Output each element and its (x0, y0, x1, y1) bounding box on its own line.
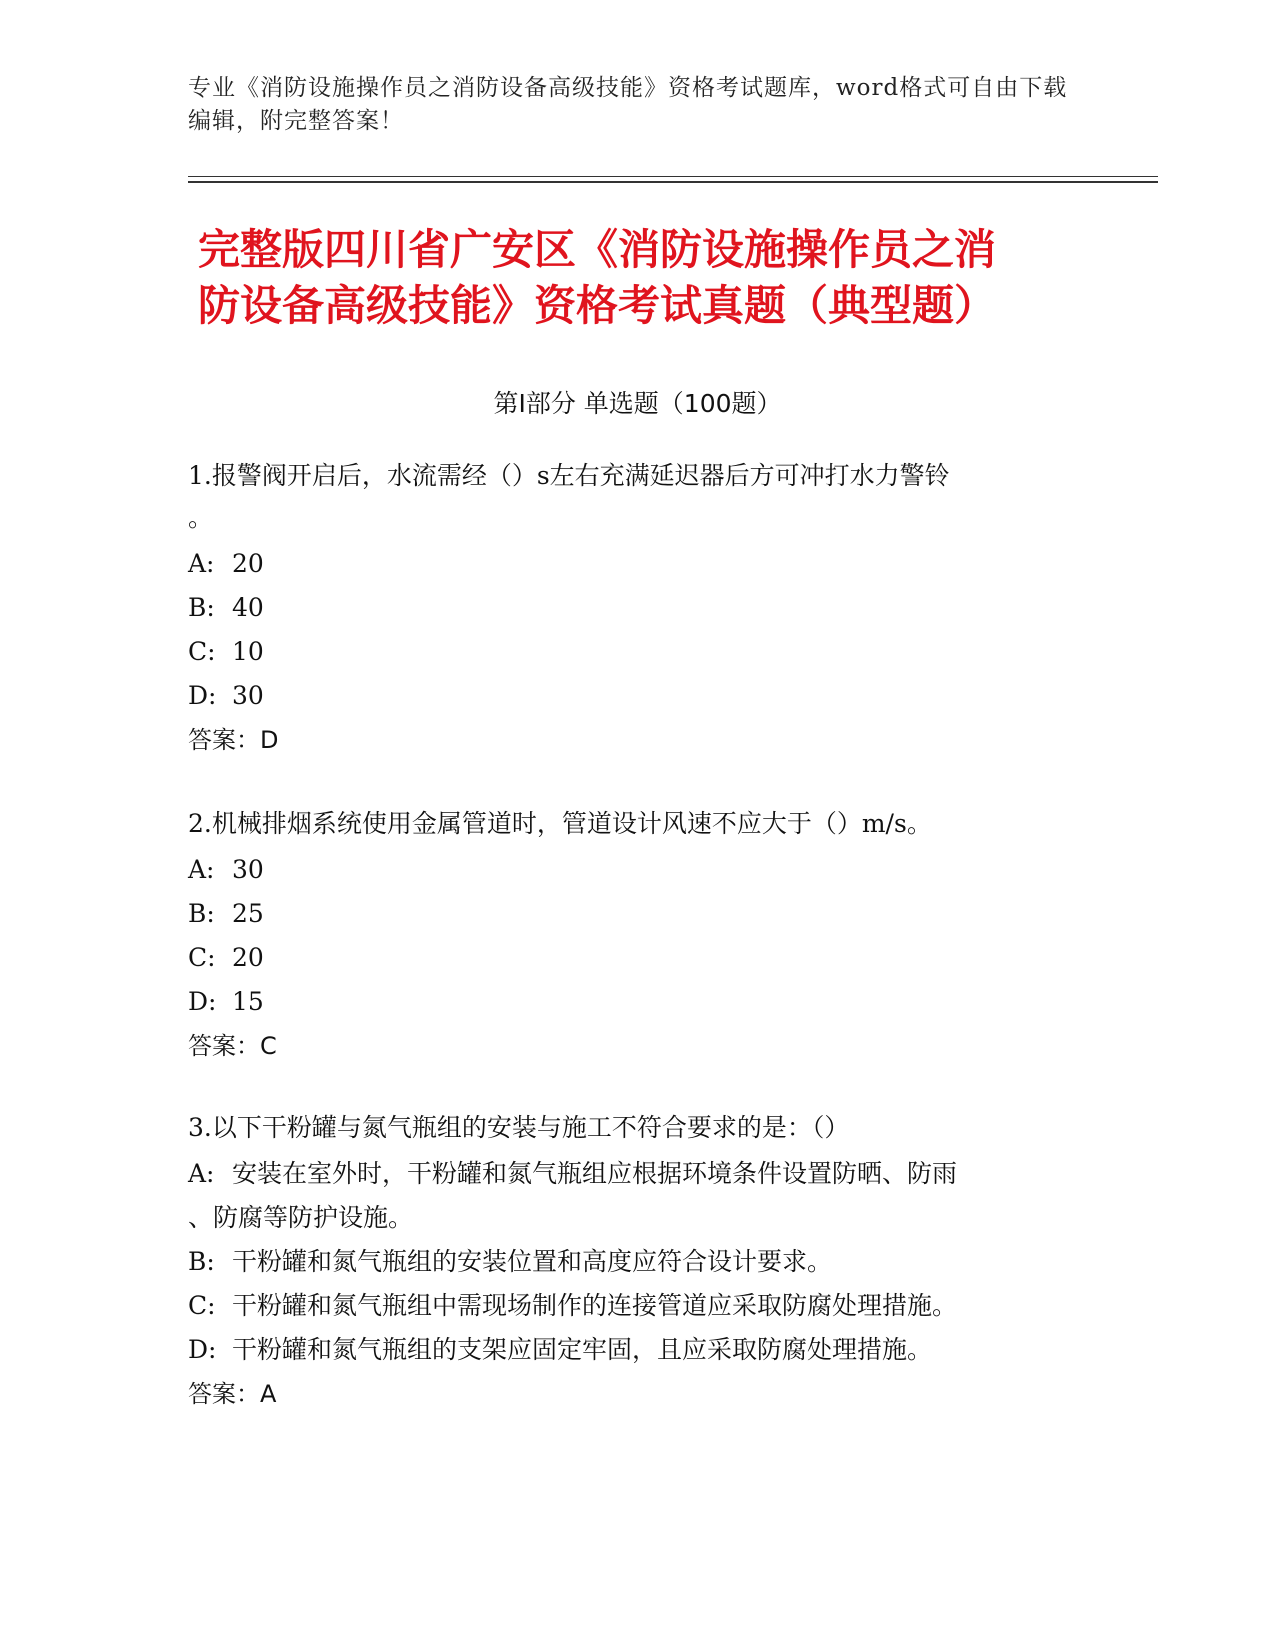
option-text: 安装在室外时，干粉罐和氮气瓶组应根据环境条件设置防晒、防雨 (232, 1159, 958, 1188)
option-label: A: (188, 1159, 215, 1188)
option-label: A: (188, 549, 215, 578)
document-title (198, 222, 1098, 334)
question-stem: 3.以下干粉罐与氮气瓶组的安装与施工不符合要求的是：（） (188, 1113, 850, 1142)
option-text: 干粉罐和氮气瓶组的支架应固定牢固，且应采取防腐处理措施。 (232, 1335, 933, 1364)
title-line-2: 防设备高级技能》资格考试真题（典型题） (198, 281, 997, 330)
option-label: B: (188, 1247, 215, 1276)
option-b (188, 892, 1088, 936)
option-a (188, 1152, 1088, 1196)
option-text: 20 (232, 943, 264, 972)
header-divider-thin (188, 176, 1158, 177)
question-2 (188, 800, 1088, 1068)
answer-line: 答案：D (188, 726, 279, 754)
question-stem: 1.报警阀开启后，水流需经（）s左右充满延迟器后方可冲打水力警铃 (188, 461, 950, 490)
option-text: 25 (232, 899, 264, 928)
option-label: D: (188, 1335, 217, 1364)
option-label: C: (188, 943, 216, 972)
option-text: 20 (232, 549, 264, 578)
option-c (188, 1284, 1088, 1328)
option-text: 干粉罐和氮气瓶组的安装位置和高度应符合设计要求。 (232, 1247, 833, 1276)
section-heading: 第Ⅰ部分 单选题（100题） (493, 389, 782, 418)
header-divider-thick (188, 181, 1158, 183)
option-d (188, 674, 1088, 718)
answer-line: 答案：A (188, 1380, 277, 1408)
option-a (188, 848, 1088, 892)
option-label: A: (188, 855, 215, 884)
question-stem: 2.机械排烟系统使用金属管道时，管道设计风速不应大于（）m/s。 (188, 809, 932, 838)
option-d (188, 1328, 1088, 1372)
option-text: 40 (232, 593, 264, 622)
option-a (188, 542, 1088, 586)
option-text: 10 (232, 637, 264, 666)
option-text: 干粉罐和氮气瓶组中需现场制作的连接管道应采取防腐处理措施。 (232, 1291, 958, 1320)
header-note: 专业《消防设施操作员之消防设备高级技能》资格考试题库，word格式可自由下载编辑，附完整答案！ (188, 75, 1068, 134)
question-stem-cont: 。 (188, 503, 214, 532)
option-label: B: (188, 899, 215, 928)
option-label: B: (188, 593, 215, 622)
option-text: 30 (232, 681, 264, 710)
option-c (188, 936, 1088, 980)
option-label: C: (188, 1291, 216, 1320)
answer-line: 答案：C (188, 1032, 277, 1060)
option-b (188, 586, 1088, 630)
question-1 (188, 452, 1088, 762)
question-3 (188, 1104, 1088, 1416)
option-label: C: (188, 637, 216, 666)
title-line-1: 完整版四川省广安区《消防设施操作员之消 (198, 225, 997, 274)
option-text: 30 (232, 855, 264, 884)
option-text: 15 (232, 987, 264, 1016)
option-b (188, 1240, 1088, 1284)
option-label: D: (188, 681, 217, 710)
option-label: D: (188, 987, 217, 1016)
option-c (188, 630, 1088, 674)
option-a-cont: 、防腐等防护设施。 (188, 1203, 414, 1232)
option-d (188, 980, 1088, 1024)
